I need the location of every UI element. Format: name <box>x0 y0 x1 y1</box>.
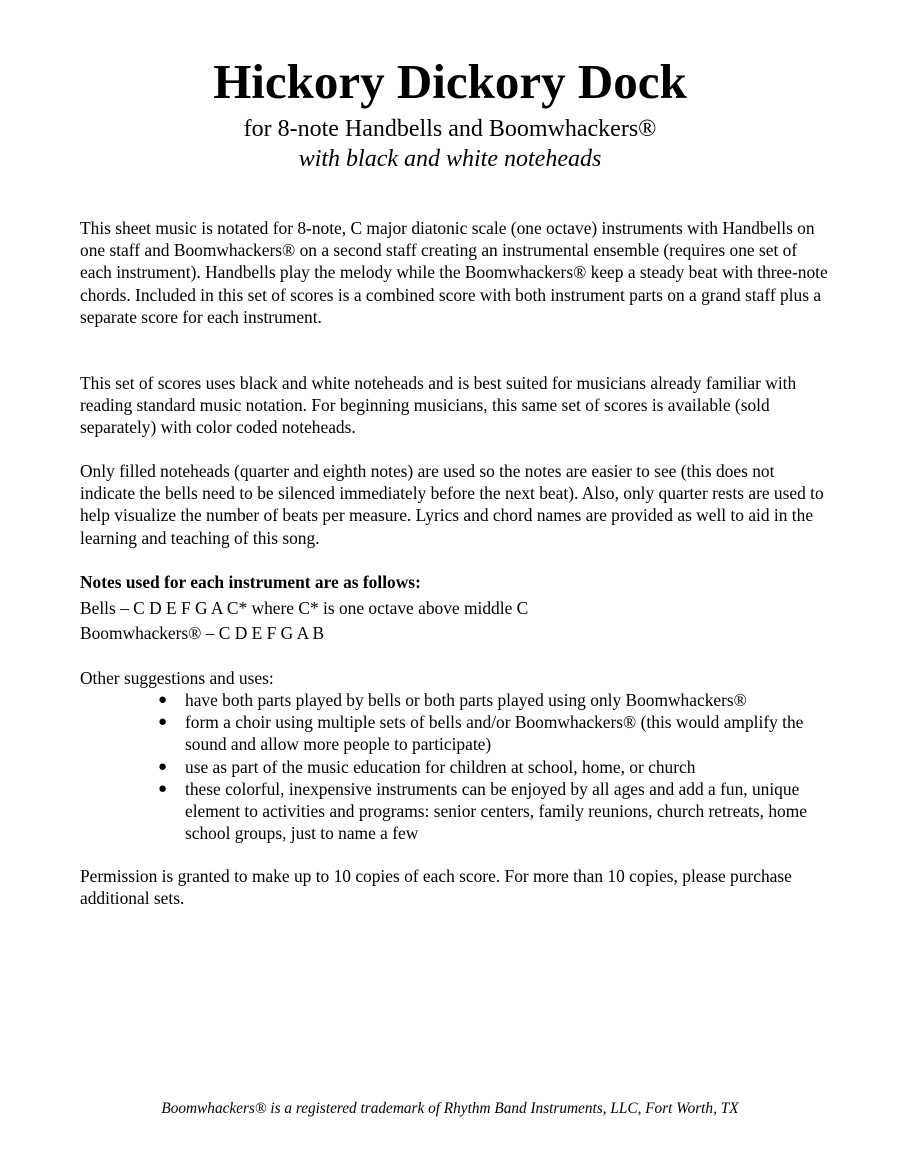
notes-used-heading: Notes used for each instrument are as follows: <box>80 572 421 592</box>
bullet-icon: ● <box>158 692 168 708</box>
suggestions-list <box>158 689 835 844</box>
bullet-icon: ● <box>158 758 168 775</box>
list-item-text: have both parts played by bells or both parts played using only Boomwhackers® <box>185 690 747 710</box>
suggestions-heading: Other suggestions and uses: <box>80 668 274 688</box>
bullet-icon: ● <box>158 714 168 731</box>
list-item-text: these colorful, inexpensive instruments can be enjoyed by all ages and add a fun, unique element to activities and programs: senior centers, family reunions, church retreats, home school groups, just to name a few <box>185 778 807 844</box>
list-item <box>158 689 835 711</box>
trademark-footer: Boomwhackers® is a registered trademark of Rhythm Band Instruments, LLC, Fort Worth, TX <box>161 1100 739 1117</box>
list-item <box>158 778 835 845</box>
bullet-icon: ● <box>158 780 168 797</box>
page-title: Hickory Dickory Dock <box>213 54 687 109</box>
list-item-text: use as part of the music education for children at school, home, or church <box>185 756 696 777</box>
list-item <box>158 711 835 755</box>
intro-paragraph: This sheet music is notated for 8-note, C major diatonic scale (one octave) instruments with Handbells on one staff and Boomwhackers® on a second staff creating an instrumental ensemble (requires one set of each instrument). Handbells play the melody while the Boomwhackers® keep a steady beat with three-note chords. Included in this set of scores is a combined score with both instrument parts on a grand staff plus a separate score for each instrument. <box>80 218 828 327</box>
boomwhackers-notes: Boomwhackers® – C D E F G A B <box>80 623 325 643</box>
subtitle: for 8-note Handbells and Boomwhackers® <box>243 116 657 142</box>
bells-notes: Bells – C D E F G A C* where C* is one octave above middle C <box>80 598 529 618</box>
subtitle-italic: with black and white noteheads <box>298 146 602 172</box>
list-item <box>158 756 835 778</box>
permission-paragraph: Permission is granted to make up to 10 copies of each score. For more than 10 copies, please purchase additional sets. <box>80 866 792 909</box>
list-item-text: form a choir using multiple sets of bells and/or Boomwhackers® (this would amplify the sound and allow more people to participate) <box>185 712 804 755</box>
noteheads-paragraph: Only filled noteheads (quarter and eighth notes) are used so the notes are easier to see (this does not indicate the bells need to be silenced immediately before the next beat). Also, only quarter rests are used to help visualize the number of beats per measure. Lyrics and chord names are provided as well to aid in the learning and teaching of this song. <box>80 461 824 548</box>
notation-paragraph: This set of scores uses black and white noteheads and is best suited for musicians already familiar with reading standard music notation. For beginning musicians, this same set of scores is available (sold separately) with color coded noteheads. <box>80 373 797 438</box>
